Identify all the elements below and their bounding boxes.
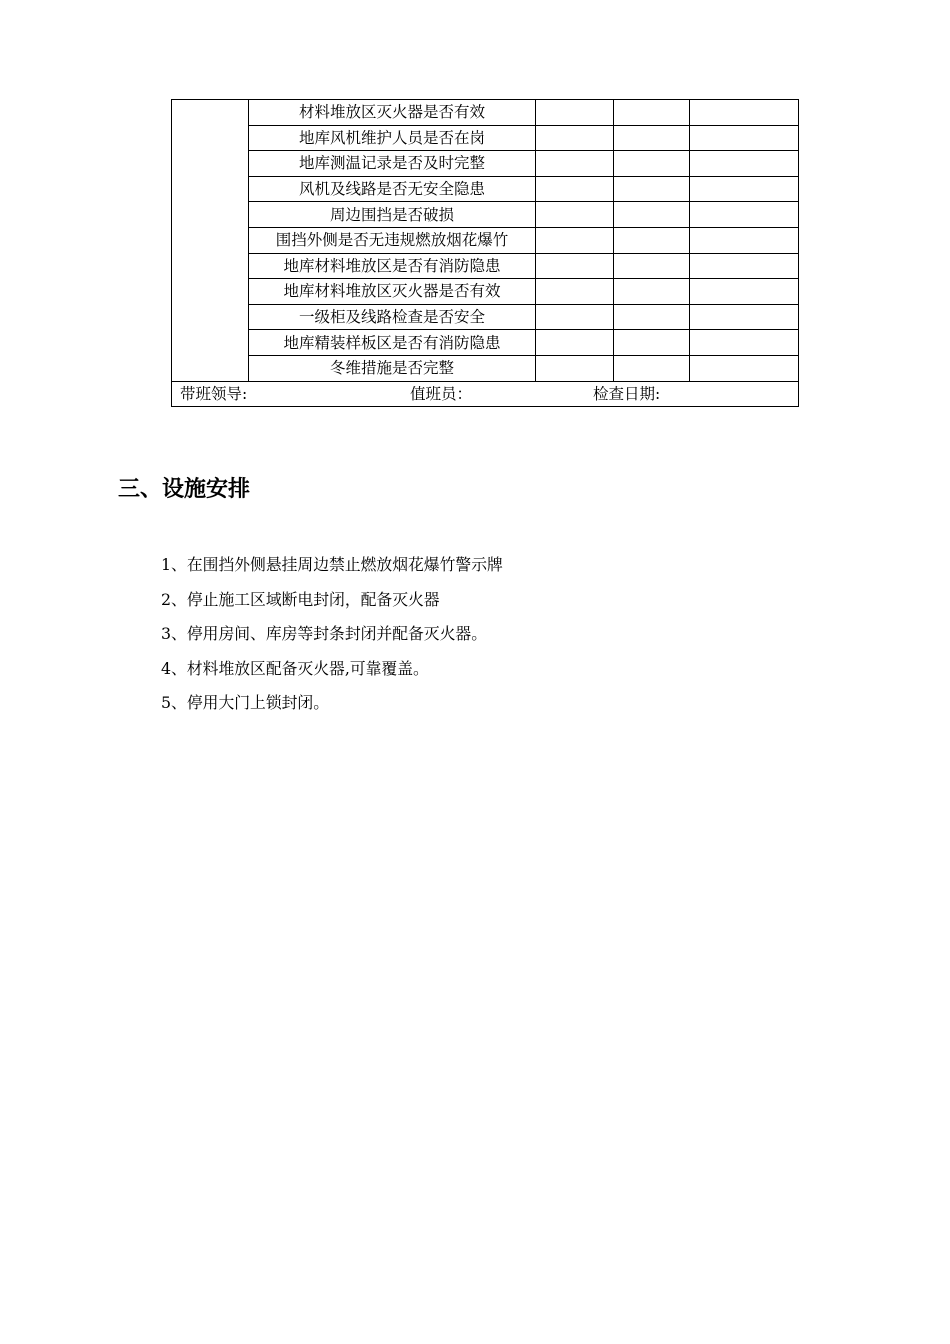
remark-cell (614, 253, 690, 279)
category-cell (172, 100, 249, 382)
note-cell (690, 355, 799, 381)
result-cell (536, 355, 614, 381)
leader-label: 带班领导: (180, 384, 248, 403)
result-cell (536, 253, 614, 279)
list-item: 3、停用房间、库房等封条封闭并配备灭火器。 (161, 624, 487, 643)
list-item: 5、停用大门上锁封闭。 (161, 693, 330, 712)
list-item: 2、停止施工区域断电封闭，配备灭火器 (161, 589, 440, 609)
duty-officer-label: 值班员： (410, 384, 473, 403)
remark-cell (614, 304, 690, 330)
note-cell (690, 151, 799, 177)
result-cell (536, 304, 614, 330)
table-row (172, 253, 799, 279)
table-row (172, 100, 799, 126)
table-row (172, 355, 799, 381)
remark-cell (614, 202, 690, 228)
note-cell (690, 330, 799, 356)
table-row (172, 151, 799, 177)
result-cell (536, 202, 614, 228)
result-cell (536, 227, 614, 253)
check-item-cell: 地库材料堆放区是否有消防隐患 (249, 253, 536, 279)
signature-cell (172, 381, 799, 407)
table-row (172, 125, 799, 151)
check-item-cell: 地库精装样板区是否有消防隐患 (249, 330, 536, 356)
arrangement-list (161, 550, 503, 723)
list-item: 1、在围挡外侧悬挂周边禁止燃放烟花爆竹警示牌 (161, 555, 503, 574)
note-cell (690, 304, 799, 330)
check-item-cell: 地库风机维护人员是否在岗 (249, 125, 536, 151)
check-item-cell: 围挡外侧是否无违规燃放烟花爆竹 (249, 227, 536, 253)
list-item: 4、材料堆放区配备灭火器,可靠覆盖。 (161, 658, 429, 678)
table-row (172, 202, 799, 228)
note-cell (690, 253, 799, 279)
table-row (172, 304, 799, 330)
remark-cell (614, 355, 690, 381)
table-row (172, 279, 799, 305)
check-item-cell: 风机及线路是否无安全隐患 (249, 176, 536, 202)
remark-cell (614, 330, 690, 356)
result-cell (536, 279, 614, 305)
inspection-table-body (172, 100, 799, 382)
table-row (172, 330, 799, 356)
result-cell (536, 151, 614, 177)
check-item-cell: 地库测温记录是否及时完整 (249, 151, 536, 177)
note-cell (690, 100, 799, 126)
remark-cell (614, 151, 690, 177)
result-cell (536, 330, 614, 356)
note-cell (690, 279, 799, 305)
note-cell (690, 125, 799, 151)
section-title: 三、设施安排 (118, 477, 251, 502)
note-cell (690, 227, 799, 253)
check-item-cell: 冬维措施是否完整 (249, 355, 536, 381)
inspection-date-label: 检查日期: (593, 384, 661, 403)
remark-cell (614, 125, 690, 151)
remark-cell (614, 176, 690, 202)
check-item-cell: 周边围挡是否破损 (249, 202, 536, 228)
check-item-cell: 一级柜及线路检查是否安全 (249, 304, 536, 330)
table-row (172, 176, 799, 202)
table-row (172, 227, 799, 253)
signature-row (172, 381, 799, 407)
note-cell (690, 202, 799, 228)
result-cell (536, 100, 614, 126)
inspection-table (171, 99, 799, 407)
result-cell (536, 176, 614, 202)
remark-cell (614, 279, 690, 305)
remark-cell (614, 227, 690, 253)
check-item-cell: 地库材料堆放区灭火器是否有效 (249, 279, 536, 305)
note-cell (690, 176, 799, 202)
check-item-cell: 材料堆放区灭火器是否有效 (249, 100, 536, 126)
result-cell (536, 125, 614, 151)
remark-cell (614, 100, 690, 126)
